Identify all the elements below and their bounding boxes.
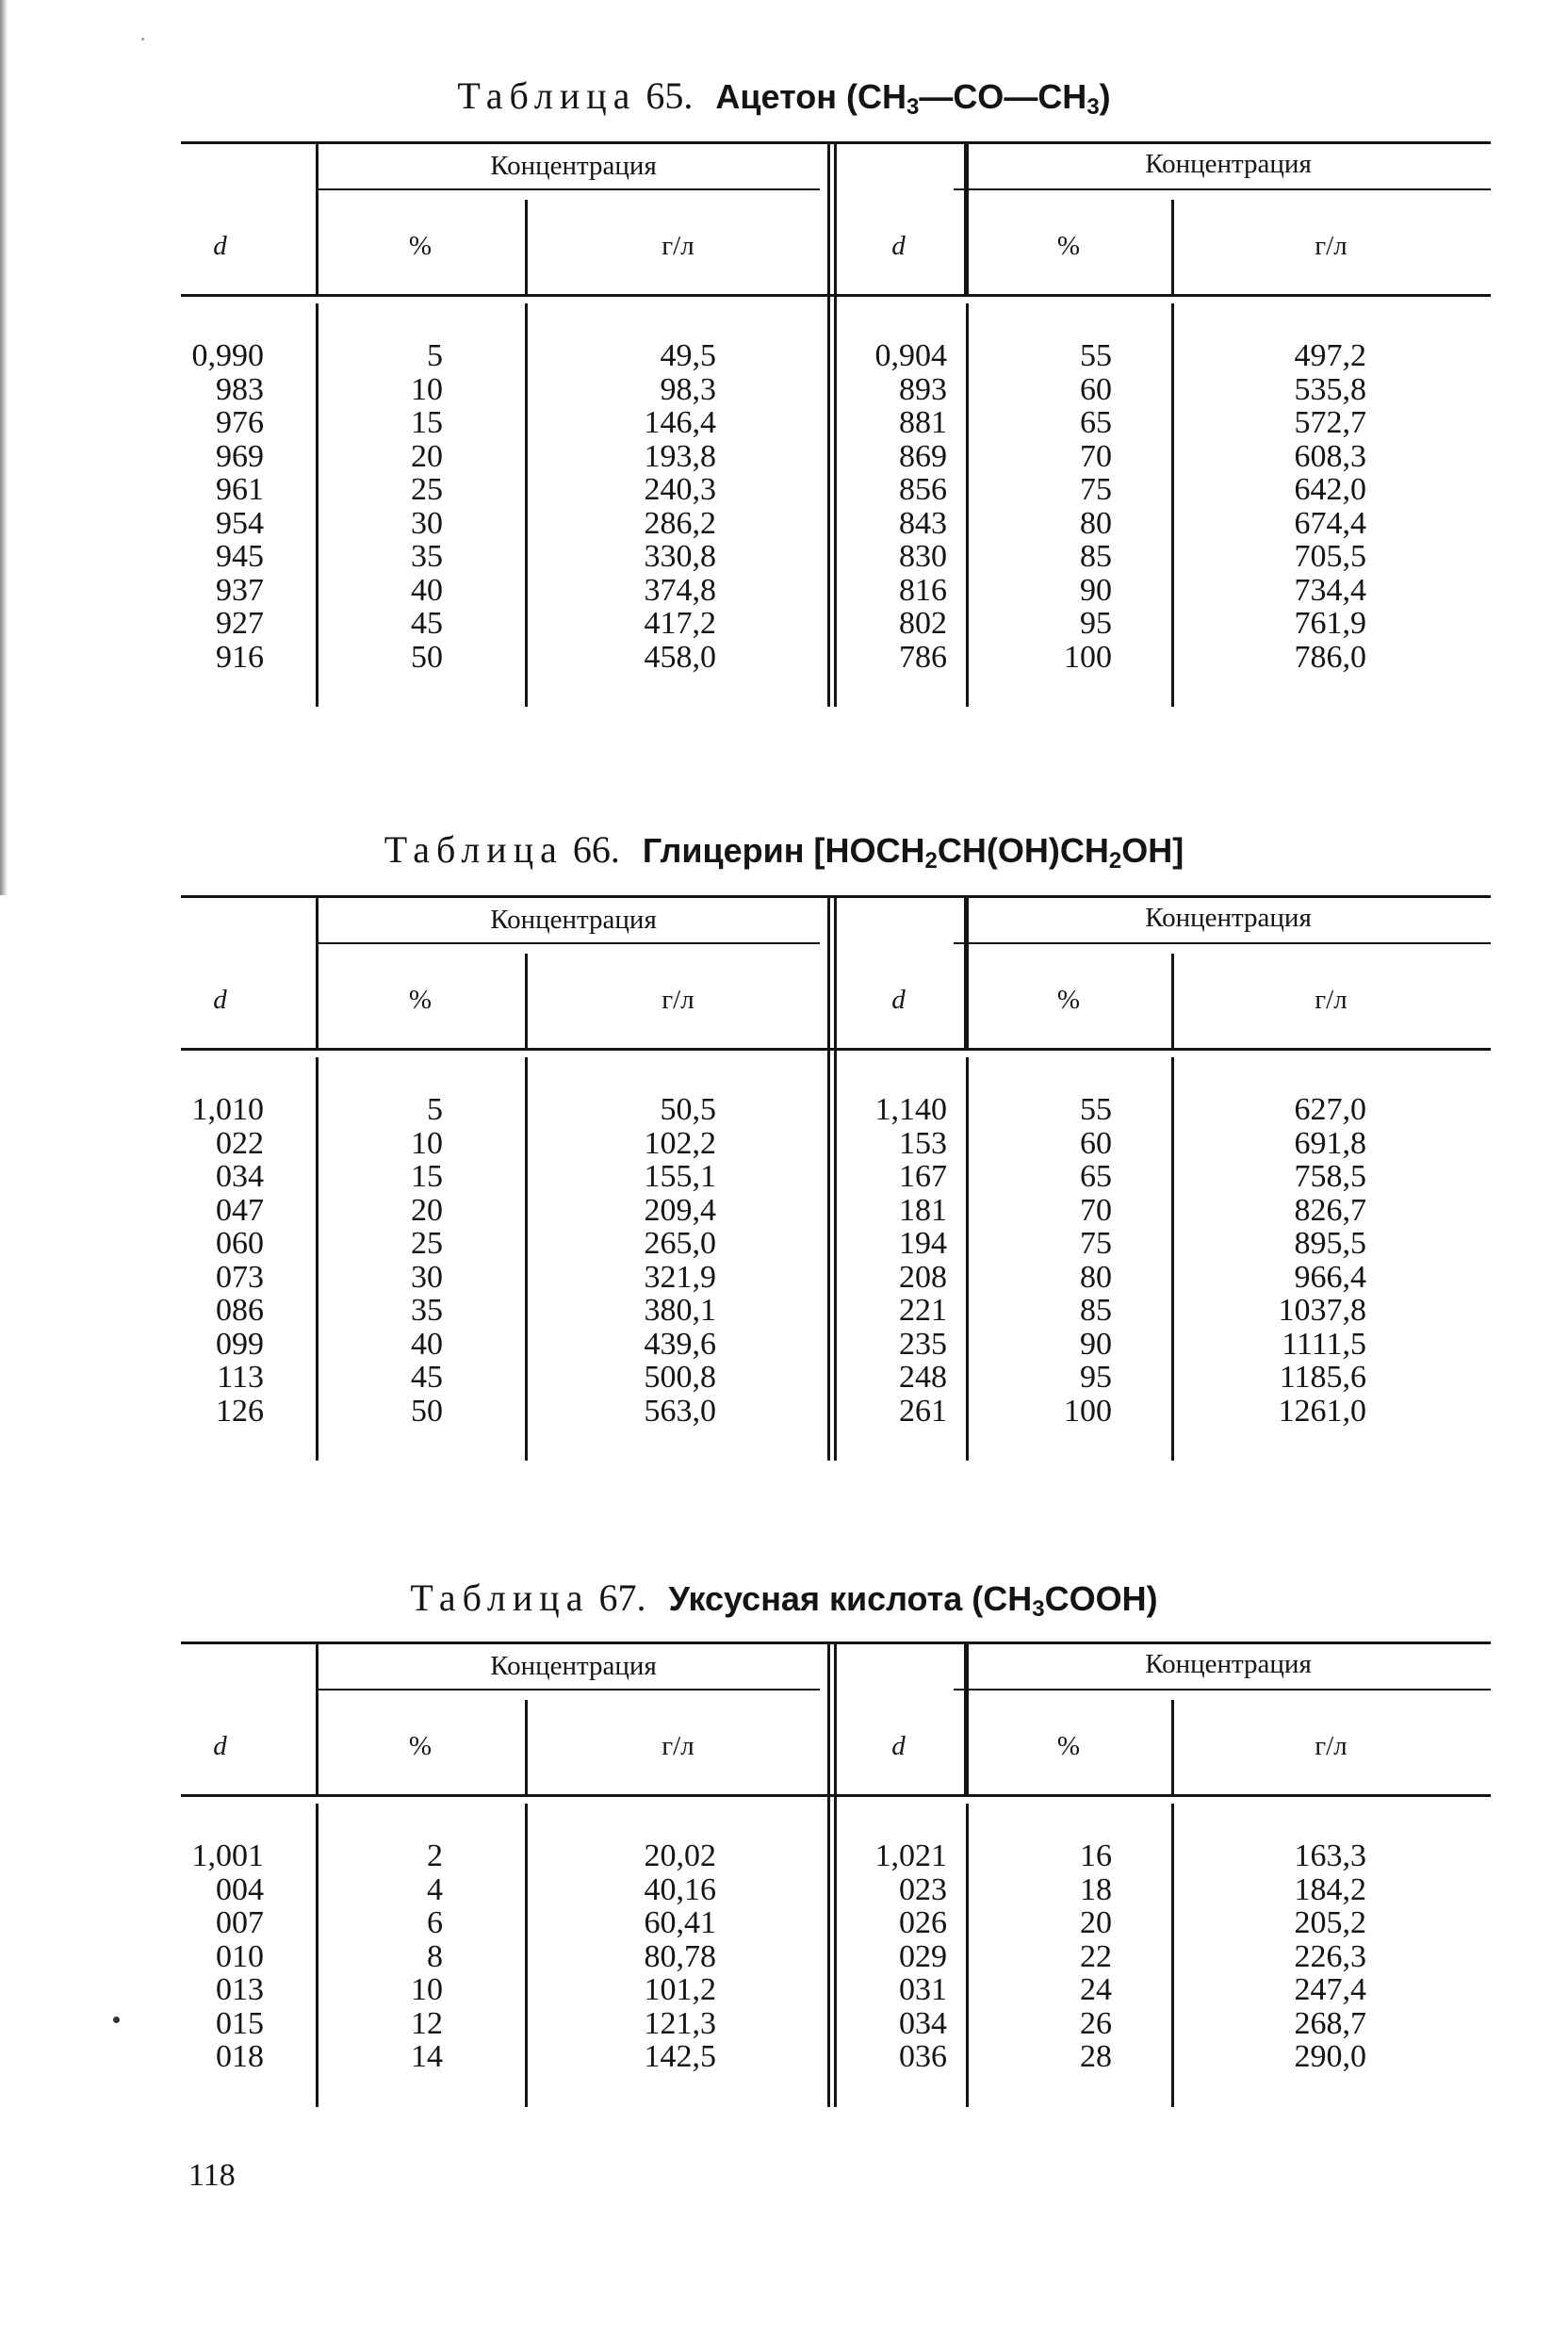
table-cell: 015 bbox=[216, 2005, 264, 2041]
table-cell: 226,3 bbox=[1294, 1938, 1366, 1974]
table-cell: 060 bbox=[216, 1226, 264, 1261]
table-cell: 14 bbox=[411, 2039, 443, 2074]
table-cell: 374,8 bbox=[644, 572, 716, 608]
table-cell: 830 bbox=[899, 539, 947, 574]
table-cell: 194 bbox=[899, 1226, 947, 1261]
table-cell: 65 bbox=[1080, 405, 1112, 440]
table-cell: 142,5 bbox=[644, 2039, 716, 2074]
table-cell: 0,990 bbox=[191, 338, 264, 373]
table-cell: 826,7 bbox=[1294, 1192, 1366, 1228]
table-cell: 25 bbox=[411, 1226, 443, 1261]
table-cell: 24 bbox=[1080, 1972, 1112, 2007]
header-d: d bbox=[213, 231, 227, 261]
table-cell: 55 bbox=[1080, 338, 1112, 373]
table-cell: 1037,8 bbox=[1278, 1293, 1366, 1328]
table-cell: 047 bbox=[216, 1192, 264, 1228]
col-right-percent bbox=[1037, 339, 1112, 674]
body-divider bbox=[966, 1804, 969, 2107]
table-cell: 786,0 bbox=[1294, 639, 1366, 675]
table-cell: 034 bbox=[899, 2005, 947, 2041]
table-cell: 786 bbox=[899, 639, 947, 675]
center-double-rule bbox=[834, 141, 837, 707]
table-cell: 286,2 bbox=[644, 505, 716, 541]
header-g-per-l: г/л bbox=[662, 231, 694, 261]
header-g-per-l: г/л bbox=[662, 985, 694, 1015]
table-65-title bbox=[0, 74, 1568, 121]
table-cell: 5 bbox=[427, 1092, 443, 1127]
table-cell: 5 bbox=[427, 338, 443, 373]
table-name: Глицерин $[HOCH_2CH(OH)CH_2OH]$ bbox=[642, 831, 1184, 874]
table-cell: 18 bbox=[1080, 1871, 1112, 1907]
table-label: Таблица bbox=[410, 1576, 590, 1619]
col-left-percent bbox=[358, 1093, 443, 1428]
table-cell: 102,2 bbox=[644, 1125, 716, 1161]
table-cell: 240,3 bbox=[644, 472, 716, 507]
table-cell: 10 bbox=[411, 1972, 443, 2007]
table-cell: 50 bbox=[411, 1393, 443, 1429]
table-cell: 75 bbox=[1080, 1226, 1112, 1261]
table-cell: 95 bbox=[1080, 606, 1112, 641]
center-double-rule bbox=[827, 895, 830, 1461]
col-right-percent bbox=[1037, 1093, 1112, 1428]
table-cell: 268,7 bbox=[1294, 2005, 1366, 2041]
table-cell: 60 bbox=[1080, 1125, 1112, 1161]
center-double-rule bbox=[827, 141, 830, 707]
table-cell: 010 bbox=[216, 1938, 264, 1974]
table-cell: 029 bbox=[899, 1938, 947, 1974]
table-cell: 1111,5 bbox=[1282, 1326, 1366, 1362]
table-cell: 1261,0 bbox=[1278, 1393, 1366, 1429]
table-number: 66. bbox=[572, 828, 620, 871]
table-cell: 35 bbox=[411, 539, 443, 574]
body-divider bbox=[1171, 303, 1174, 707]
table-cell: 40 bbox=[411, 1326, 443, 1362]
header-concentration: Концентрация bbox=[1145, 149, 1312, 179]
header-d: d bbox=[891, 985, 906, 1015]
col-right-d bbox=[848, 339, 947, 674]
body-divider bbox=[525, 303, 528, 707]
table-cell: 85 bbox=[1080, 539, 1112, 574]
table-cell: 55 bbox=[1080, 1092, 1112, 1127]
table-cell: 181 bbox=[899, 1192, 947, 1228]
table-cell: 121,3 bbox=[644, 2005, 716, 2041]
group-underline-right bbox=[954, 942, 1491, 944]
table-cell: 12 bbox=[411, 2005, 443, 2041]
group-underline-left bbox=[316, 1689, 820, 1690]
table-cell: 40 bbox=[411, 572, 443, 608]
col-left-g-per-l bbox=[584, 339, 716, 674]
body-divider bbox=[966, 303, 969, 707]
table-cell: 1,001 bbox=[191, 1838, 264, 1873]
table-66-title bbox=[0, 827, 1568, 874]
col-left-d bbox=[170, 1839, 264, 2074]
col-right-percent bbox=[1037, 1839, 1112, 2074]
table-cell: 961 bbox=[216, 472, 264, 507]
table-cell: 126 bbox=[216, 1393, 264, 1429]
header-concentration: Концентрация bbox=[1145, 903, 1312, 933]
table-cell: 65 bbox=[1080, 1159, 1112, 1194]
header-concentration: Концентрация bbox=[490, 905, 657, 935]
table-cell: 25 bbox=[411, 472, 443, 507]
table-cell: 816 bbox=[899, 572, 947, 608]
group-underline-right bbox=[954, 188, 1491, 190]
table-cell: 330,8 bbox=[644, 539, 716, 574]
table-number: 67. bbox=[598, 1576, 646, 1619]
table-cell: 60,41 bbox=[644, 1905, 716, 1940]
table-cell: 691,8 bbox=[1294, 1125, 1366, 1161]
table-cell: 90 bbox=[1080, 572, 1112, 608]
table-cell: 45 bbox=[411, 606, 443, 641]
table-cell: 205,2 bbox=[1294, 1905, 1366, 1940]
table-cell: 50 bbox=[411, 639, 443, 675]
table-cell: 458,0 bbox=[644, 639, 716, 675]
scan-edge-shadow bbox=[0, 0, 8, 895]
body-divider bbox=[525, 1804, 528, 2107]
col-left-d bbox=[170, 1093, 264, 1428]
table-cell: 35 bbox=[411, 1293, 443, 1328]
center-double-rule bbox=[834, 1642, 837, 2107]
table-cell: 80 bbox=[1080, 1259, 1112, 1295]
table-cell: 15 bbox=[411, 1159, 443, 1194]
table-cell: 184,2 bbox=[1294, 1871, 1366, 1907]
table-cell: 20 bbox=[411, 438, 443, 474]
table-cell: 802 bbox=[899, 606, 947, 641]
table-cell: 95 bbox=[1080, 1360, 1112, 1395]
table-cell: 49,5 bbox=[660, 338, 716, 373]
col-right-g-per-l bbox=[1225, 1093, 1366, 1428]
center-double-rule bbox=[834, 895, 837, 1461]
table-cell: 608,3 bbox=[1294, 438, 1366, 474]
table-cell: 155,1 bbox=[644, 1159, 716, 1194]
table-cell: 321,9 bbox=[644, 1259, 716, 1295]
center-double-rule bbox=[827, 1642, 830, 2107]
header-concentration: Концентрация bbox=[490, 1651, 657, 1681]
header-percent: % bbox=[408, 231, 433, 261]
col-right-g-per-l bbox=[1225, 1839, 1366, 2074]
col-left-g-per-l bbox=[584, 1093, 716, 1428]
table-cell: 248 bbox=[899, 1360, 947, 1395]
table-cell: 113 bbox=[217, 1360, 264, 1395]
table-cell: 85 bbox=[1080, 1293, 1112, 1328]
table-cell: 869 bbox=[899, 438, 947, 474]
table-cell: 983 bbox=[216, 371, 264, 407]
col-right-d bbox=[848, 1839, 947, 2074]
table-cell: 10 bbox=[411, 371, 443, 407]
table-cell: 976 bbox=[216, 405, 264, 440]
table-cell: 2 bbox=[427, 1838, 443, 1873]
group-underline-left bbox=[316, 942, 820, 944]
body-divider bbox=[316, 303, 318, 707]
table-cell: 535,8 bbox=[1294, 371, 1366, 407]
header-d: d bbox=[213, 985, 227, 1015]
scan-speck bbox=[113, 2017, 120, 2023]
table-cell: 013 bbox=[216, 1972, 264, 2007]
header-concentration: Концентрация bbox=[490, 151, 657, 181]
table-name: Уксусная кислота $(CH_3COOH)$ bbox=[668, 1579, 1158, 1622]
header-d: d bbox=[891, 1731, 906, 1761]
table-cell: 100 bbox=[1064, 1393, 1112, 1429]
table-cell: 28 bbox=[1080, 2039, 1112, 2074]
table-cell: 40,16 bbox=[644, 1871, 716, 1907]
body-divider bbox=[1171, 1804, 1174, 2107]
table-cell: 15 bbox=[411, 405, 443, 440]
table-cell: 1185,6 bbox=[1279, 1360, 1366, 1395]
table-cell: 439,6 bbox=[644, 1326, 716, 1362]
table-cell: 22 bbox=[1080, 1938, 1112, 1974]
table-cell: 022 bbox=[216, 1125, 264, 1161]
table-cell: 761,9 bbox=[1294, 606, 1366, 641]
table-cell: 60 bbox=[1080, 371, 1112, 407]
table-cell: 856 bbox=[899, 472, 947, 507]
table-cell: 1,140 bbox=[874, 1092, 947, 1127]
table-cell: 026 bbox=[899, 1905, 947, 1940]
col-right-g-per-l bbox=[1225, 339, 1366, 674]
table-cell: 4 bbox=[427, 1871, 443, 1907]
body-divider bbox=[966, 1057, 969, 1461]
col-left-g-per-l bbox=[584, 1839, 716, 2074]
header-g-per-l: г/л bbox=[662, 1731, 694, 1761]
table-cell: 497,2 bbox=[1294, 338, 1366, 373]
table-cell: 50,5 bbox=[660, 1092, 716, 1127]
table-cell: 101,2 bbox=[644, 1972, 716, 2007]
header-percent: % bbox=[1056, 231, 1081, 261]
table-cell: 98,3 bbox=[660, 371, 716, 407]
table-cell: 893 bbox=[899, 371, 947, 407]
body-divider bbox=[316, 1057, 318, 1461]
table-cell: 916 bbox=[216, 639, 264, 675]
header-percent: % bbox=[408, 985, 433, 1015]
table-name: Ацетон $(CH_3—CO—CH_3)$ bbox=[715, 77, 1111, 120]
table-67-title bbox=[0, 1576, 1568, 1623]
table-cell: 247,4 bbox=[1294, 1972, 1366, 2007]
table-cell: 417,2 bbox=[644, 606, 716, 641]
table-cell: 221 bbox=[899, 1293, 947, 1328]
table-cell: 966,4 bbox=[1294, 1259, 1366, 1295]
table-cell: 20 bbox=[1080, 1905, 1112, 1940]
table-cell: 023 bbox=[899, 1871, 947, 1907]
table-cell: 80 bbox=[1080, 505, 1112, 541]
table-cell: 90 bbox=[1080, 1326, 1112, 1362]
table-cell: 265,0 bbox=[644, 1226, 716, 1261]
table-cell: 099 bbox=[216, 1326, 264, 1362]
table-cell: 8 bbox=[427, 1938, 443, 1974]
table-cell: 70 bbox=[1080, 1192, 1112, 1228]
header-d: d bbox=[891, 231, 906, 261]
table-cell: 881 bbox=[899, 405, 947, 440]
table-cell: 0,904 bbox=[874, 338, 947, 373]
table-cell: 167 bbox=[899, 1159, 947, 1194]
table-cell: 261 bbox=[899, 1393, 947, 1429]
table-cell: 1,021 bbox=[874, 1838, 947, 1873]
header-percent: % bbox=[1056, 985, 1081, 1015]
table-label: Таблица bbox=[457, 74, 637, 117]
table-cell: 209,4 bbox=[644, 1192, 716, 1228]
table-cell: 674,4 bbox=[1294, 505, 1366, 541]
header-percent: % bbox=[1056, 1731, 1081, 1761]
table-cell: 086 bbox=[216, 1293, 264, 1328]
table-cell: 627,0 bbox=[1294, 1092, 1366, 1127]
table-cell: 004 bbox=[216, 1871, 264, 1907]
page-number: 118 bbox=[188, 2158, 236, 2193]
header-g-per-l: г/л bbox=[1315, 1731, 1348, 1761]
table-cell: 208 bbox=[899, 1259, 947, 1295]
table-cell: 6 bbox=[427, 1905, 443, 1940]
table-cell: 153 bbox=[899, 1125, 947, 1161]
table-cell: 20 bbox=[411, 1192, 443, 1228]
table-label: Таблица bbox=[384, 828, 564, 871]
table-cell: 70 bbox=[1080, 438, 1112, 474]
table-cell: 380,1 bbox=[644, 1293, 716, 1328]
table-cell: 45 bbox=[411, 1360, 443, 1395]
table-cell: 163,3 bbox=[1294, 1838, 1366, 1873]
table-cell: 843 bbox=[899, 505, 947, 541]
table-cell: 20,02 bbox=[644, 1838, 716, 1873]
scan-speck bbox=[141, 38, 144, 41]
col-left-percent bbox=[358, 339, 443, 674]
group-underline-left bbox=[316, 188, 820, 190]
header-percent: % bbox=[408, 1731, 433, 1761]
col-left-d bbox=[170, 339, 264, 674]
header-g-per-l: г/л bbox=[1315, 231, 1348, 261]
table-cell: 235 bbox=[899, 1326, 947, 1362]
table-cell: 927 bbox=[216, 606, 264, 641]
col-left-percent bbox=[358, 1839, 443, 2074]
table-cell: 031 bbox=[899, 1972, 947, 2007]
table-cell: 500,8 bbox=[644, 1360, 716, 1395]
table-cell: 734,4 bbox=[1294, 572, 1366, 608]
table-cell: 758,5 bbox=[1294, 1159, 1366, 1194]
table-cell: 100 bbox=[1064, 639, 1112, 675]
header-concentration: Концентрация bbox=[1145, 1649, 1312, 1679]
body-divider bbox=[1171, 1057, 1174, 1461]
table-cell: 75 bbox=[1080, 472, 1112, 507]
body-divider bbox=[316, 1804, 318, 2107]
table-cell: 30 bbox=[411, 1259, 443, 1295]
table-cell: 146,4 bbox=[644, 405, 716, 440]
group-underline-right bbox=[954, 1689, 1491, 1690]
table-cell: 26 bbox=[1080, 2005, 1112, 2041]
header-d: d bbox=[213, 1731, 227, 1761]
table-cell: 1,010 bbox=[191, 1092, 264, 1127]
table-cell: 10 bbox=[411, 1125, 443, 1161]
table-cell: 642,0 bbox=[1294, 472, 1366, 507]
table-cell: 018 bbox=[216, 2039, 264, 2074]
body-divider bbox=[525, 1057, 528, 1461]
table-cell: 30 bbox=[411, 505, 443, 541]
table-cell: 937 bbox=[216, 572, 264, 608]
table-cell: 80,78 bbox=[644, 1938, 716, 1974]
table-cell: 073 bbox=[216, 1259, 264, 1295]
header-g-per-l: г/л bbox=[1315, 985, 1348, 1015]
table-cell: 034 bbox=[216, 1159, 264, 1194]
table-cell: 036 bbox=[899, 2039, 947, 2074]
table-cell: 193,8 bbox=[644, 438, 716, 474]
table-cell: 572,7 bbox=[1294, 405, 1366, 440]
table-cell: 007 bbox=[216, 1905, 264, 1940]
table-cell: 945 bbox=[216, 539, 264, 574]
table-cell: 16 bbox=[1080, 1838, 1112, 1873]
table-cell: 563,0 bbox=[644, 1393, 716, 1429]
table-cell: 969 bbox=[216, 438, 264, 474]
col-right-d bbox=[848, 1093, 947, 1428]
table-cell: 705,5 bbox=[1294, 539, 1366, 574]
table-cell: 290,0 bbox=[1294, 2039, 1366, 2074]
table-number: 65. bbox=[645, 74, 694, 117]
table-cell: 895,5 bbox=[1294, 1226, 1366, 1261]
table-cell: 954 bbox=[216, 505, 264, 541]
